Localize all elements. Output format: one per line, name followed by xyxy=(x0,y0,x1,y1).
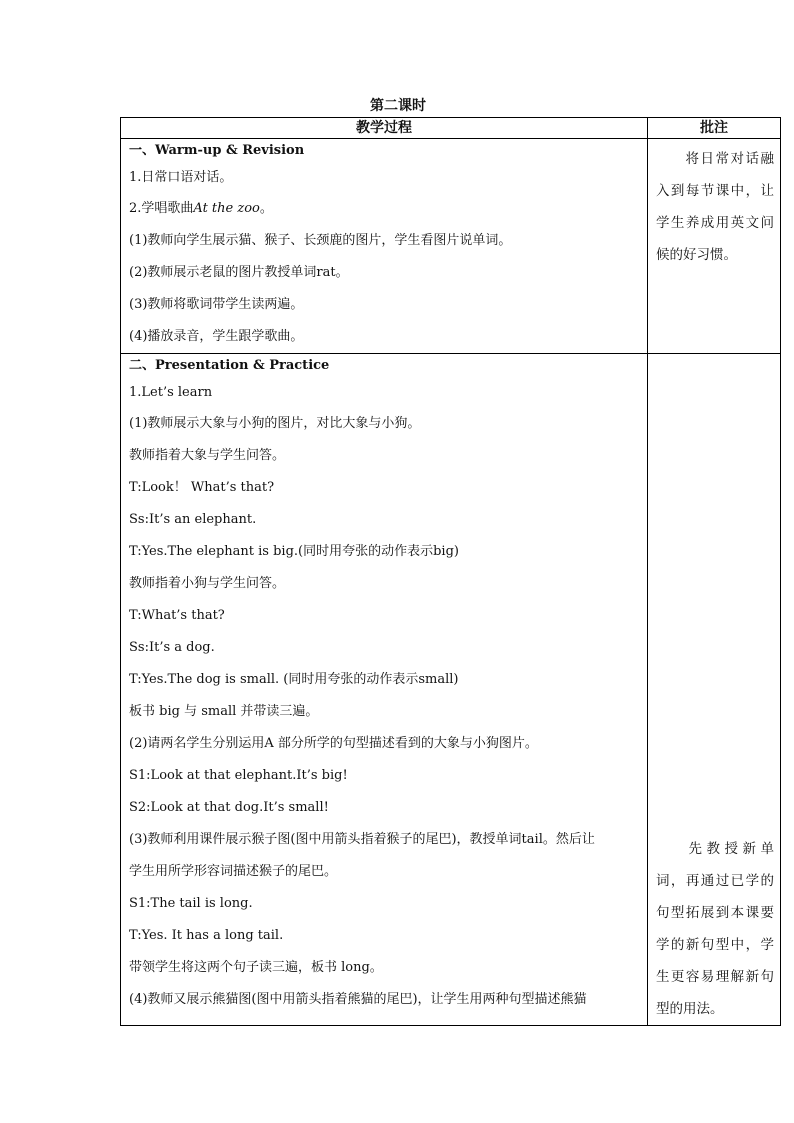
section1-content xyxy=(121,139,648,354)
section2-line: 学生用所学形容词描述猴子的尾巴。 xyxy=(129,864,338,879)
section2-line: T:Yes.The elephant is big.(同时用夸张的动作表示big) xyxy=(129,544,459,559)
section2-note xyxy=(648,833,780,1025)
section2-line: 教师指着小狗与学生问答。 xyxy=(129,576,286,591)
section2-row xyxy=(121,354,781,1026)
section2-line: S1:Look at that elephant.It’s big! xyxy=(129,768,348,783)
song-suffix: 。 xyxy=(259,201,273,216)
section2-note-cell xyxy=(648,354,781,1026)
page-title: 第二课时 xyxy=(370,98,426,114)
section2-line: T:Yes. It has a long tail. xyxy=(129,928,284,943)
song-title: At the zoo xyxy=(193,201,260,216)
section2-content xyxy=(121,354,648,1026)
section2-line: 教师指着大象与学生问答。 xyxy=(129,448,286,463)
section1-line: (4)播放录音，学生跟学歌曲。 xyxy=(129,329,304,344)
table-header-row xyxy=(121,118,781,139)
section2-line: S2:Look at that dog.It’s small! xyxy=(129,800,329,815)
section1-row xyxy=(121,139,781,354)
section1-heading: 一、Warm-up & Revision xyxy=(129,143,305,158)
section2-line: T:What’s that? xyxy=(129,608,225,623)
header-process: 教学过程 xyxy=(121,118,648,139)
section2-line: Ss:It’s an elephant. xyxy=(129,512,257,527)
section2-line: T:Yes.The dog is small. (同时用夸张的动作表示small) xyxy=(129,672,459,687)
section1-note-text: 将日常对话融入到每节课中，让学生养成用英文问候的好习惯。 xyxy=(656,151,774,263)
section1-line: 1.日常口语对话。 xyxy=(129,170,233,185)
section1-line-text: 2.学唱歌曲 xyxy=(129,201,194,216)
section2-line: S1:The tail is long. xyxy=(129,896,253,911)
section1-note xyxy=(648,139,780,271)
header-notes: 批注 xyxy=(648,118,781,139)
section2-line: T:Look！ What’s that? xyxy=(129,480,275,495)
section2-line: (1)教师展示大象与小狗的图片，对比大象与小狗。 xyxy=(129,416,421,431)
section2-heading: 二、Presentation & Practice xyxy=(129,358,330,373)
section2-line: Ss:It’s a dog. xyxy=(129,640,215,655)
section2-line: 板书 big 与 small 并带读三遍。 xyxy=(129,704,319,719)
section2-line: (2)请两名学生分别运用A 部分所学的句型描述看到的大象与小狗图片。 xyxy=(129,736,538,751)
section2-line: (3)教师利用课件展示猴子图(图中用箭头指着猴子的尾巴)，教授单词tail。然后让 xyxy=(129,832,595,847)
section2-line: 带领学生将这两个句子读三遍，板书 long。 xyxy=(129,960,383,975)
section1-note-cell xyxy=(648,139,781,354)
section1-line xyxy=(121,193,647,225)
section2-line: 1.Let’s learn xyxy=(129,385,213,400)
section2-line: (4)教师又展示熊猫图(图中用箭头指着熊猫的尾巴)，让学生用两种句型描述熊猫 xyxy=(129,992,587,1007)
section1-line: (2)教师展示老鼠的图片教授单词rat。 xyxy=(129,265,349,280)
section2-note-text: 先教授新单词，再通过已学的句型拓展到本课要学的新句型中，学生更容易理解新句型的用法。 xyxy=(656,841,774,1017)
section1-line: (3)教师将歌词带学生读两遍。 xyxy=(129,297,304,312)
section1-line: (1)教师向学生展示猫、猴子、长颈鹿的图片，学生看图片说单词。 xyxy=(129,233,512,248)
lesson-table xyxy=(120,117,781,1026)
